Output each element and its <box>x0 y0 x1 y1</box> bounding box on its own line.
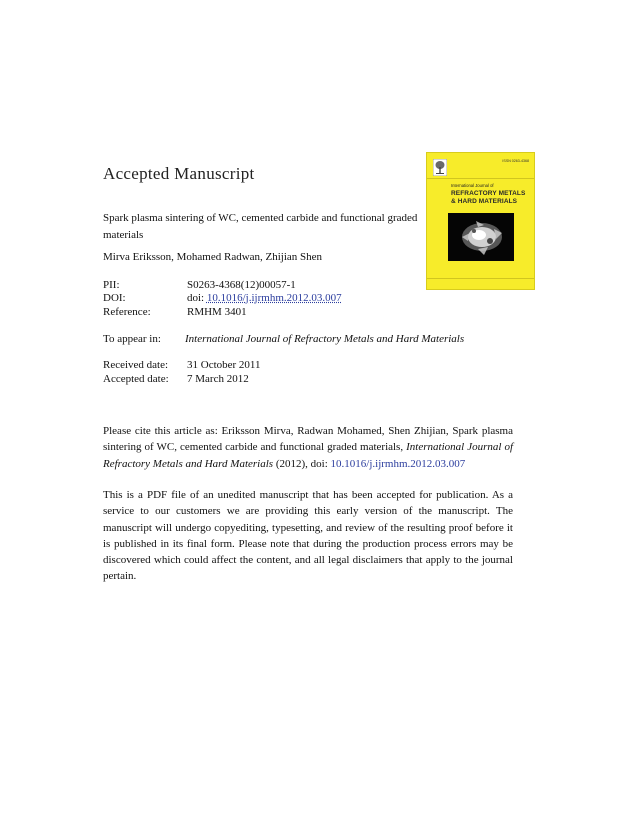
journal-cover <box>426 152 535 290</box>
cover-journal-prefix: International Journal of <box>451 183 494 188</box>
reference-label: Reference: <box>103 306 151 318</box>
received-value: 31 October 2011 <box>187 359 261 371</box>
accepted-value: 7 March 2012 <box>187 373 249 385</box>
cover-title-line2: & HARD MATERIALS <box>451 198 518 205</box>
cover-micrograph-image <box>448 213 514 261</box>
doi-link[interactable]: 10.1016/j.ijrmhm.2012.03.007 <box>206 292 342 304</box>
accepted-label: Accepted date: <box>103 373 169 385</box>
cover-bottom-rule <box>427 278 534 279</box>
cover-issn: ISSN 0263-4368 <box>502 159 529 163</box>
doi-prefix: doi: <box>187 292 207 304</box>
cover-title-line1: REFRACTORY METALS <box>451 190 526 197</box>
doi-value-group <box>187 292 342 306</box>
citation-prefix: Please cite this article as: Eriksson Mirva, Radwan Mohamed, Shen Zhijian, Spark plasma sintering of WC, cemented carbide and functional graded materials, <box>103 425 513 454</box>
citation-journal: International Journal of Refractory Metals and Hard Materials <box>103 441 513 470</box>
article-title: Spark plasma sintering of WC, cemented carbide and functional graded materials <box>103 212 418 241</box>
appear-label: To appear in: <box>103 333 161 345</box>
citation-paragraph <box>103 423 513 472</box>
citation-suffix: (2012), doi: <box>273 457 331 470</box>
page-heading: Accepted Manuscript <box>103 164 255 183</box>
pii-label: PII: <box>103 279 120 291</box>
citation-doi-link[interactable]: 10.1016/j.ijrmhm.2012.03.007 <box>330 457 466 470</box>
cover-top-rule <box>427 178 534 179</box>
author-list: Mirva Eriksson, Mohamed Radwan, Zhijian Shen <box>103 251 323 263</box>
received-label: Received date: <box>103 359 169 371</box>
elsevier-tree-logo-icon <box>433 159 447 176</box>
reference-value: RMHM 3401 <box>187 306 247 318</box>
appear-value: International Journal of Refractory Metals and Hard Materials <box>185 333 465 345</box>
doi-label: DOI: <box>103 292 126 304</box>
disclaimer-paragraph: This is a PDF file of an unedited manuscript that has been accepted for publication. As a service to our customers we are providing this early version of the manuscript. The manuscript will undergo copyediting, typesetting, and review of the resulting proof before it is published in its final form. Please note that during the production process errors may be discovered which could affect the content, and all legal disclaimers that apply to the journal pertain. <box>103 489 513 583</box>
pii-value: S0263-4368(12)00057-1 <box>187 279 296 291</box>
